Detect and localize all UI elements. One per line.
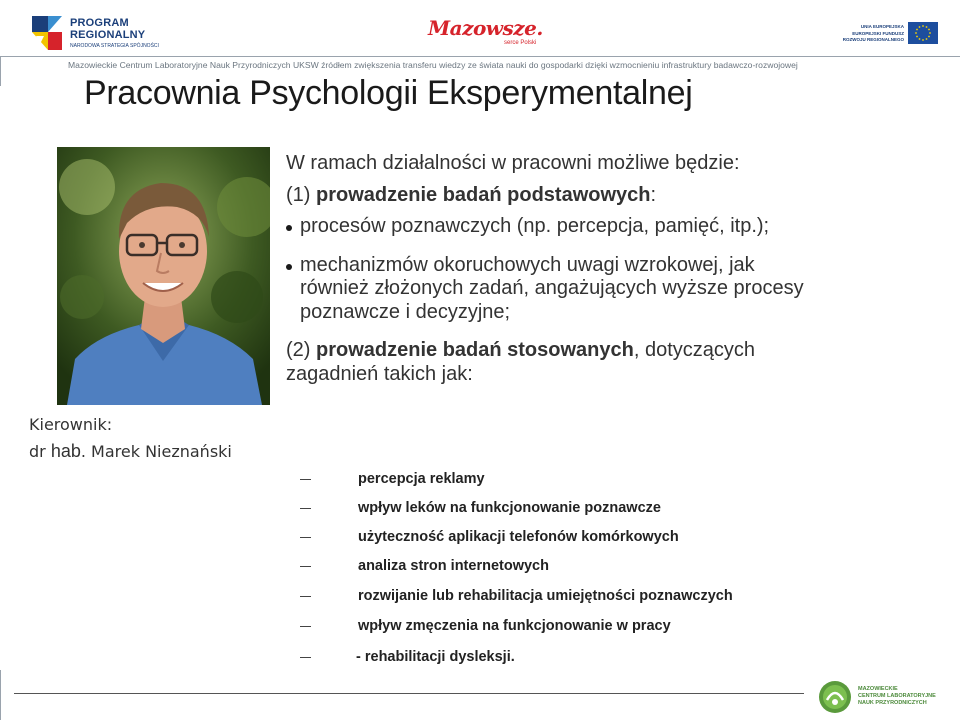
dash-icon [300, 508, 311, 509]
dash-icon [300, 479, 311, 480]
mcl-emblem-icon [818, 680, 852, 714]
section2-heading [286, 339, 806, 386]
section2-tail: , dotyczących zagadnień takich jak: [286, 339, 756, 385]
caption-name: . Marek Nieznański [80, 442, 232, 461]
portrait-illustration [57, 147, 270, 405]
dash-icon [300, 566, 311, 567]
section1-number: (1) [286, 183, 316, 206]
program-logo-line1: PROGRAM [70, 17, 129, 29]
caption-name-line [29, 438, 232, 465]
bullet-text: procesów poznawczych (np. percepcja, pamięć, itp.); [300, 215, 770, 237]
program-regionalny-emblem-icon [30, 14, 64, 52]
section1-tail: : [650, 183, 657, 206]
section2-title: prowadzenie badań stosowanych [316, 339, 634, 361]
mcl-logo-line3: NAUK PRZYRODNICZYCH [858, 700, 927, 706]
program-regionalny-logo [30, 14, 170, 54]
content-column [286, 152, 806, 386]
section1-heading [286, 184, 806, 208]
mazowsze-logo-tagline: serce Polski [504, 40, 537, 46]
caption-role: Kierownik: [29, 415, 113, 434]
dash-icon [300, 596, 311, 597]
dash-icon [300, 626, 311, 627]
program-logo-line2: REGIONALNY [70, 29, 146, 41]
program-logo-line3: NARODOWA STRATEGIA SPÓJNOŚCI [70, 43, 159, 49]
eu-logo-line1: UNIA EUROPEJSKA [860, 24, 904, 29]
mcl-logo-line1: MAZOWIECKIE [858, 686, 898, 692]
page-title: Pracownia Psychologii Eksperymentalnej [84, 74, 693, 112]
header-left-edge [0, 56, 1, 86]
caption-hab: hab [50, 441, 81, 461]
project-banner: Mazowieckie Centrum Laboratoryjne Nauk Przyrodniczych UKSW źródłem zwiększenia transferu wiedzy ze świata nauki do gospodarki dzięki wzmocnieniu infrastruktury badawczo-rozwojowej [68, 60, 798, 70]
mcl-logo [818, 680, 958, 714]
section2-number: (2) [286, 339, 316, 361]
bullet-dot-icon [286, 225, 292, 231]
bullet-text: mechanizmów okoruchowych uwagi wzrokowej, jak również złożonych zadań, angażujących wyższe procesy poznawcze i decyzyjne; [300, 253, 804, 323]
dash-icon [300, 657, 311, 658]
footer-divider [14, 693, 804, 694]
caption [29, 411, 232, 465]
mazowsze-logo-name: Mazowsze. [428, 16, 543, 40]
eu-logo [838, 20, 938, 52]
bullet-dot-icon [286, 264, 292, 270]
header-divider [0, 56, 960, 57]
footer-left-edge [0, 670, 1, 720]
dash-icon [300, 537, 311, 538]
mcl-logo-line2: CENTRUM LABORATORYJNE [858, 693, 936, 699]
caption-prefix: dr [29, 442, 51, 461]
bullet-item [286, 215, 806, 239]
eu-logo-line2: EUROPEJSKI FUNDUSZ [852, 31, 904, 36]
section1-title: prowadzenie badań podstawowych [316, 183, 651, 206]
bullet-item [286, 254, 806, 325]
portrait-photo [57, 147, 270, 405]
mazowsze-logo [428, 16, 548, 50]
eu-flag-icon [908, 22, 938, 44]
intro-text: W ramach działalności w pracowni możliwe będzie: [286, 152, 740, 174]
eu-logo-line3: ROZWOJU REGIONALNEGO [842, 37, 904, 42]
